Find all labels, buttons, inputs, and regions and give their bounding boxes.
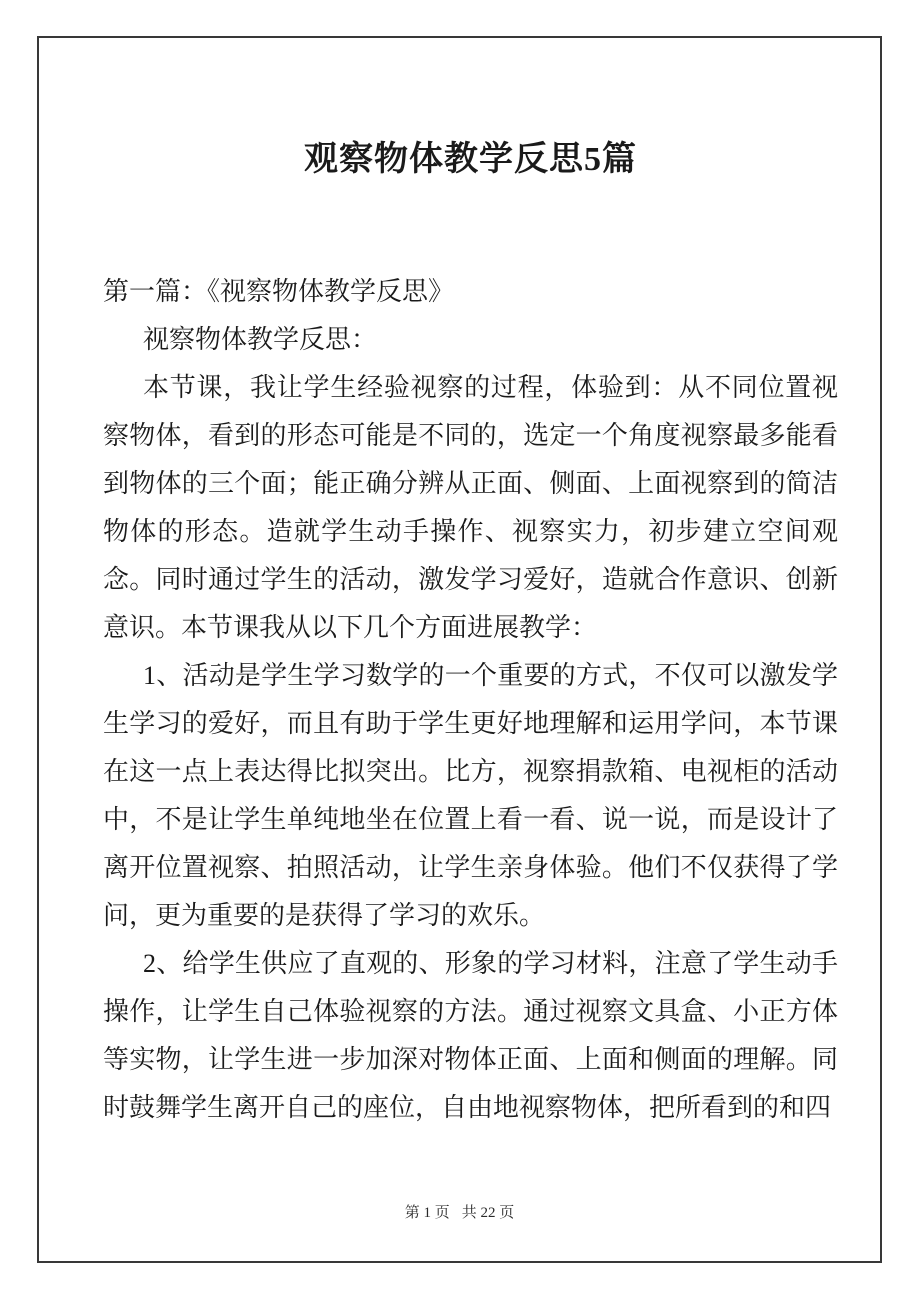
document-title: 观察物体教学反思5篇	[304, 141, 637, 178]
paragraph-intro: 本节课，我让学生经验视察的过程，体验到：从不同位置视察物体，看到的形态可能是不同的，选定一个角度视察最多能看到物体的三个面；能正确分辨从正面、侧面、上面视察到的简洁物体的形态。造就学生动手操作、视察实力，初步建立空间观念。同时通过学生的活动，激发学习爱好，造就合作意识、创新意识。本节课我从以下几个方面进展教学：	[103, 373, 838, 642]
paragraph-subheading: 视察物体教学反思：	[143, 325, 378, 354]
page-footer	[37, 1203, 882, 1223]
total-page-count: 共 22 页	[461, 1205, 515, 1221]
current-page-number: 第 1 页	[404, 1205, 450, 1221]
paragraph-point-2: 2、给学生供应了直观的、形象的学习材料，注意了学生动手操作，让学生自己体验视察的方法。通过视察文具盒、小正方体等实物，让学生进一步加深对物体正面、上面和侧面的理解。同时鼓舞学生离开自己的座位，自由地视察物体，把所看到的和四	[103, 949, 838, 1122]
paragraph-heading-first-essay: 第一篇：《视察物体教学反思》	[103, 277, 455, 306]
paragraph-point-1: 1、活动是学生学习数学的一个重要的方式，不仅可以激发学生学习的爱好，而且有助于学生更好地理解和运用学问，本节课在这一点上表达得比拟突出。比方，视察捐款箱、电视柜的活动中，不是让学生单纯地坐在位置上看一看、说一说，而是设计了离开位置视察、拍照活动，让学生亲身体验。他们不仅获得了学问，更为重要的是获得了学习的欢乐。	[103, 661, 838, 930]
document-body	[103, 268, 838, 1132]
